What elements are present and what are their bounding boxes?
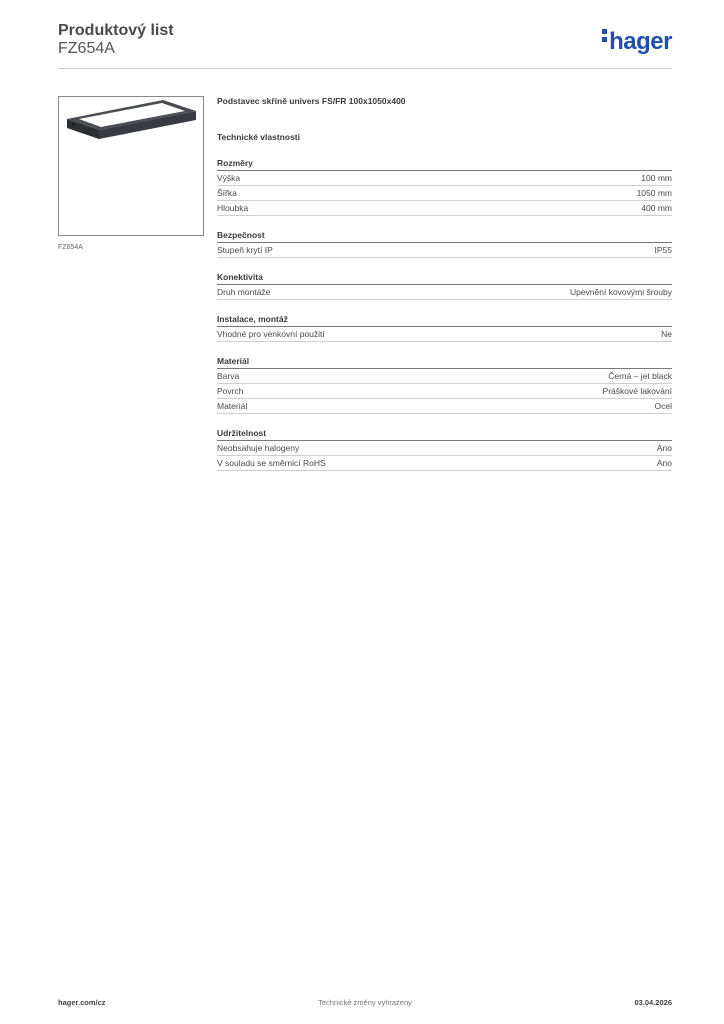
spec-row: [217, 369, 672, 384]
page-header: [58, 22, 672, 68]
spec-label: Výška: [217, 173, 241, 183]
spec-value: Ano: [656, 458, 672, 468]
logo-text: hager: [609, 28, 672, 55]
spec-label: Druh montáže: [217, 287, 271, 297]
footer-date: 03.04.2026: [634, 998, 672, 1007]
logo-dots-icon: [602, 29, 607, 45]
spec-row: [217, 384, 672, 399]
header-divider: [58, 68, 672, 69]
footer-website-link[interactable]: hager.com/cz: [58, 998, 106, 1007]
image-caption: FZ654A: [58, 244, 83, 251]
spec-label: Neobsahuje halogeny: [217, 443, 300, 453]
spec-group-title: Udržitelnost: [217, 426, 672, 441]
spec-group-title: Materiál: [217, 354, 672, 369]
spec-value: Práškové lakování: [602, 386, 672, 396]
spec-group: [217, 426, 672, 471]
spec-value: Upevnění kovovými šrouby: [569, 287, 672, 297]
spec-label: Hloubka: [217, 203, 249, 213]
spec-label: Materiál: [217, 401, 248, 411]
spec-row: [217, 456, 672, 471]
page-footer: [58, 998, 672, 1010]
spec-value: Ne: [661, 329, 672, 339]
document-title: Produktový list: [58, 22, 174, 39]
spec-group-title: Instalace, montáž: [217, 312, 672, 327]
spec-label: Stupeň krytí IP: [217, 245, 273, 255]
section-title: Technické vlastnosti: [217, 132, 300, 142]
spec-label: V souladu se směrnicí RoHS: [217, 458, 326, 468]
spec-group: [217, 228, 672, 258]
spec-row: [217, 243, 672, 258]
spec-row: [217, 285, 672, 300]
cabinet-plinth-icon: [59, 97, 203, 235]
spec-row: [217, 399, 672, 414]
spec-row: [217, 441, 672, 456]
spec-label: Vhodné pro venkovní použití: [217, 329, 325, 339]
spec-value: Černá – jet black: [608, 371, 672, 381]
product-image: [58, 96, 204, 236]
product-code: FZ654A: [58, 40, 115, 57]
spec-value: 400 mm: [641, 203, 672, 213]
spec-value: IP55: [654, 245, 672, 255]
footer-notice: Technické změny vyhrazeny: [318, 998, 412, 1007]
spec-group: [217, 312, 672, 342]
spec-row: [217, 327, 672, 342]
spec-group: [217, 156, 672, 216]
spec-groups: [217, 156, 672, 471]
spec-row: [217, 201, 672, 216]
spec-value: Ocel: [654, 401, 672, 411]
spec-row: [217, 171, 672, 186]
spec-value: 100 mm: [641, 173, 672, 183]
spec-value: 1050 mm: [636, 188, 672, 198]
spec-group: [217, 270, 672, 300]
spec-value: Ano: [656, 443, 672, 453]
spec-label: Povrch: [217, 386, 244, 396]
spec-content: [217, 96, 672, 483]
product-name: Podstavec skříně univers FS/FR 100x1050x400: [217, 96, 406, 106]
spec-label: Barva: [217, 371, 240, 381]
spec-group-title: Bezpečnost: [217, 228, 672, 243]
spec-group: [217, 354, 672, 414]
spec-group-title: Rozměry: [217, 156, 672, 171]
spec-group-title: Konektivita: [217, 270, 672, 285]
hager-logo[interactable]: [602, 28, 672, 56]
spec-row: [217, 186, 672, 201]
spec-label: Šířka: [217, 188, 237, 198]
